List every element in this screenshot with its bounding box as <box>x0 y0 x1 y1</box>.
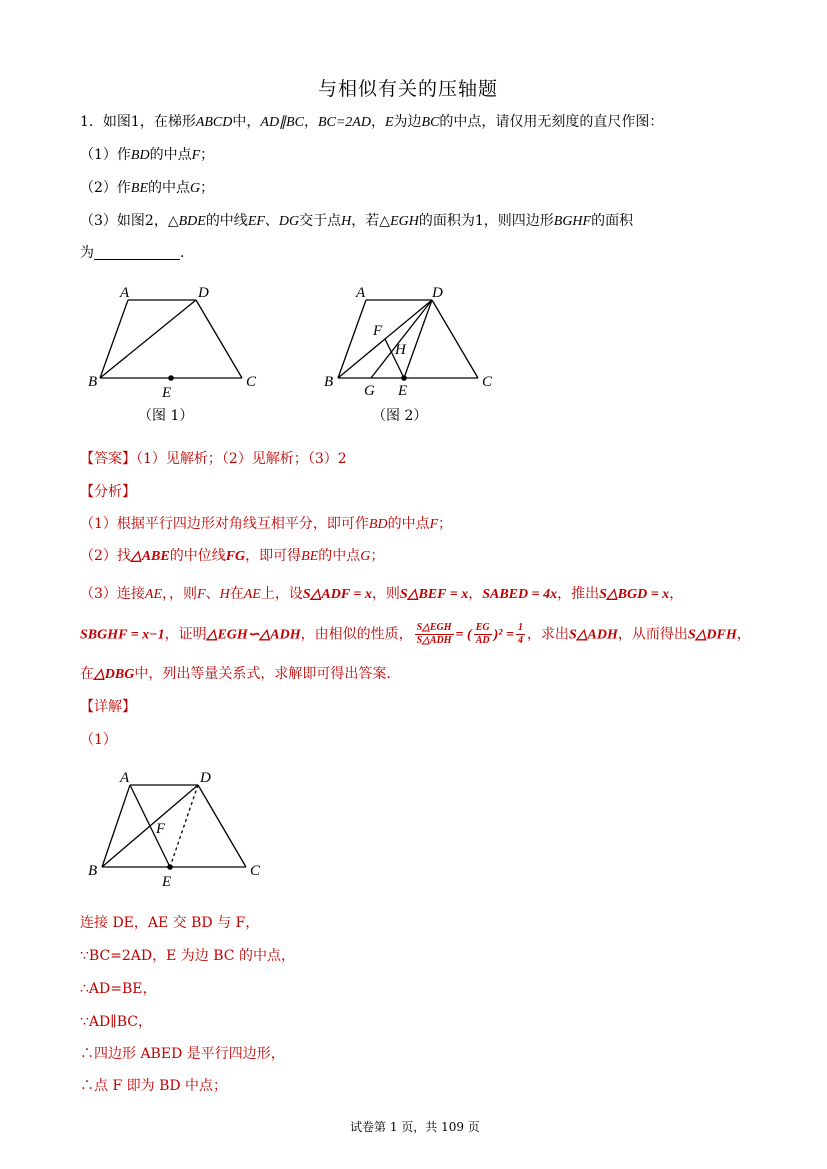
fig2-label-f: F <box>373 323 383 339</box>
fig1-label-b: B <box>88 374 98 390</box>
fig2-segment-dg <box>371 300 432 378</box>
fig2-label-h: H <box>395 342 406 358</box>
analysis-line-3: （3）连接AE，，则F、H在AE上，设S△ADF = x，则S△BEF = x，SABED = 4x，推出S△BGD = x， <box>80 586 684 602</box>
figure-2 <box>316 280 506 430</box>
fig1-label-a: A <box>120 285 130 301</box>
detail-line-6: ∴点 F 即为 BD 中点； <box>80 1078 228 1094</box>
analysis-line-2: （2）找△ABE的中位线FG，即可得BE的中点G； <box>80 548 385 564</box>
fig1-label-d: D <box>198 285 209 301</box>
detail-line-1: 连接 DE，AE 交 BD 与 F， <box>80 915 260 931</box>
fraction-one-quarter: $\frac{1}{4}$ <box>517 622 523 646</box>
fig2-label-b: B <box>324 374 334 390</box>
question-part-2: （2）作BE的中点G； <box>80 180 215 196</box>
figure-solution-1 <box>80 765 270 895</box>
detail-part-1: （1） <box>80 732 117 748</box>
fig1-label-e: E <box>162 385 172 401</box>
question-part-3: （3）如图2，△BDE的中线EF、DG交于点H，若△EGH的面积为1，则四边形BGHF的面积 <box>80 213 634 229</box>
question-part-3-line2: 为 . <box>80 245 185 261</box>
analysis-tag: 【分析】 <box>80 484 136 500</box>
detail-line-4: ∵AD∥BC， <box>80 1014 152 1030</box>
fig1-edge-dc <box>196 300 242 378</box>
detail-line-3: ∴AD=BE， <box>80 981 157 997</box>
fig3-label-e: E <box>162 874 172 890</box>
detail-line-2: ∵BC=2AD，E 为边 BC 的中点， <box>80 948 295 964</box>
page-footer: 试卷第 1 页，共 109 页 <box>350 1120 480 1134</box>
question-intro: 1．如图1，在梯形ABCD中，AD∥BC，BC=2AD，E为边BC的中点，请仅用无刻度的直尺作图： <box>80 114 664 130</box>
question-part-1: （1）作BD的中点F； <box>80 147 215 163</box>
fig3-point-e <box>167 864 173 870</box>
fig2-label-e: E <box>398 383 408 399</box>
fig3-edge-dc <box>198 785 246 867</box>
fig2-point-e <box>401 375 407 381</box>
fig1-caption: （图 1） <box>138 408 194 424</box>
fraction-side-ratio: $\frac{EG}{AD}$ <box>475 622 490 646</box>
analysis-line-4: SBGHF = x−1，证明△EGH∽△ADH，由相似的性质， $\frac{\text{S△EGH}}{\text{S△ADH}}$ = ( $\frac{EG}{AD}$ )² = $\frac{1}{4}$ ，求出S△ADH，从而得出S△DFH， <box>80 622 751 646</box>
fig2-caption: （图 2） <box>372 408 428 424</box>
fig2-label-d: D <box>432 285 443 301</box>
analysis-line-5: 在△DBG中，列出等量关系式，求解即可得出答案. <box>80 666 391 682</box>
detail-tag: 【详解】 <box>80 699 136 715</box>
answer-blank <box>94 245 180 260</box>
fraction-area-ratio: $\frac{\text{S△EGH}}{\text{S△ADH}}$ <box>416 622 452 646</box>
fig3-label-c: C <box>250 863 261 879</box>
fig3-label-b: B <box>88 863 98 879</box>
fig1-point-e <box>168 375 174 381</box>
answer-text: （1）见解析；（2）见解析；（3）2 <box>136 451 347 467</box>
fig2-label-c: C <box>482 374 493 390</box>
fig2-label-a: A <box>356 285 366 301</box>
fig3-label-a: A <box>120 770 130 786</box>
fig3-label-d: D <box>200 770 211 786</box>
analysis-line-1: （1）根据平行四边形对角线互相平分，即可作BD的中点F； <box>80 516 453 532</box>
figure-1 <box>80 280 270 430</box>
fig2-edge-dc <box>432 300 478 378</box>
fig2-label-g: G <box>364 383 375 399</box>
fig1-label-c: C <box>246 374 257 390</box>
page-title: 与相似有关的压轴题 <box>318 78 499 100</box>
fig3-label-f: F <box>156 821 166 837</box>
detail-line-5: ∴四边形 ABED 是平行四边形， <box>80 1046 285 1062</box>
answer-tag: 【答案】 <box>80 451 136 467</box>
answer-line <box>80 449 347 469</box>
